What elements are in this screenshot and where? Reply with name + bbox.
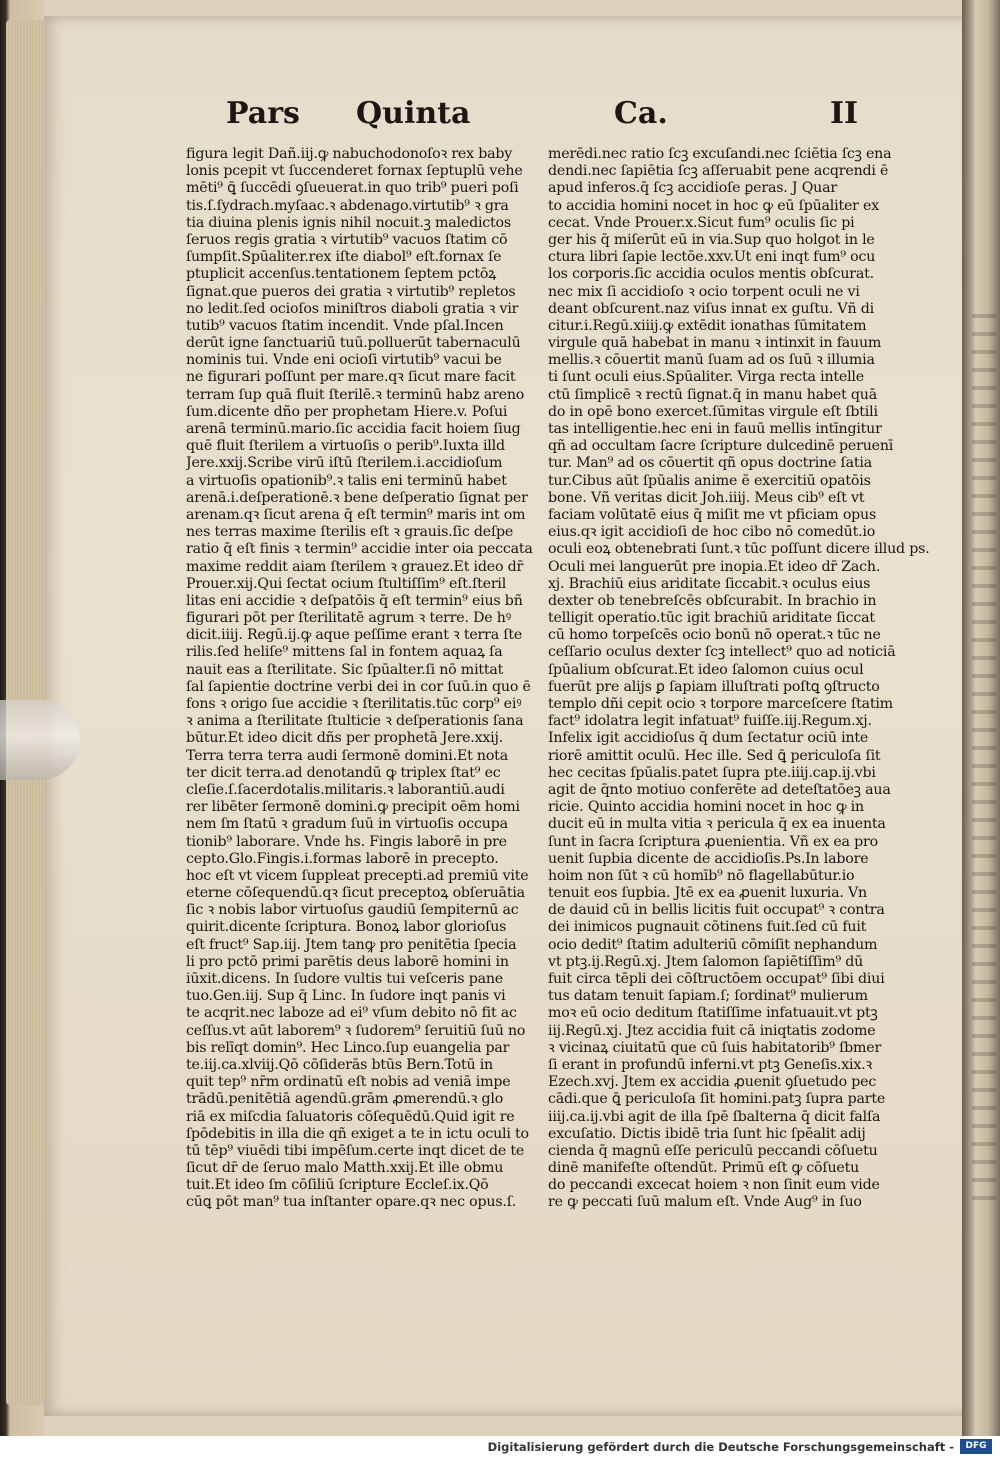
text-line: hoc eſt vt vicem ſuppleat precepti.ad premiū vite xyxy=(186,867,529,884)
text-line: dexter ob tenebreſcēs obſcurabit. In brachio in xyxy=(548,592,877,609)
text-line: vt ptꝫ.ij.Regū.xj. Jtem ſalomon ſapiētiſſim⁹ dū xyxy=(548,953,864,970)
text-line: telligit operatio.tūc igit̄ brachiū ariditate ſiccat̄ xyxy=(548,610,875,627)
text-line: rilis.ſed heliſe⁹ mittens ſal in fontem aquaꝝ ſa xyxy=(186,644,503,661)
text-column-right xyxy=(548,146,938,1212)
text-line: dei inimicos pugnauit cōtinens fuit.ſed cū fuit xyxy=(548,919,867,936)
text-line: qñ ad occultam ſacre ſcripture dulcedinē peruenī xyxy=(548,438,894,455)
text-line: tū tēp⁹ viuēdi tibi impēſum.certe inqt dicet de te xyxy=(186,1142,525,1159)
text-line: oculi eoꝝ obtenebrati ſunt.ꝛ tūc poſſunt dicere illud ps. xyxy=(548,541,930,558)
text-line: ratio q̄ eſt finis ꝛ termin⁹ accidie inter oia peccata xyxy=(186,541,533,558)
text-line: ſpōdebitis in illa die qñ exiget a te in ictu oculi to xyxy=(186,1125,529,1142)
text-line: a virtuoſis opationib⁹.ꝛ talis eni terminū habet xyxy=(186,472,507,489)
text-line: litas eni accidie ꝛ deſpatōis q̄ eſt termin⁹ eius bñ xyxy=(186,592,523,609)
text-line: ſumpſit.Spūaliter.rex iſte diabol⁹ eſt.fornax ſe xyxy=(186,249,502,266)
text-line: nauit eas a ſterilitate. Sic ſpūalter.ſi nō mittat xyxy=(186,661,504,678)
text-line: bis relīqt domin⁹. Hec Linco.ſup euangelia par xyxy=(186,1039,510,1056)
text-line: ſal ſapientie doctrine verbi dei in cor ſuū.in quo ē xyxy=(186,678,531,695)
text-line: quit tep⁹ nr̄m ordinatū eſt nobis ad veniā impe xyxy=(186,1074,511,1091)
dfg-logo: DFG xyxy=(960,1439,992,1454)
text-line: ſum.dicente dño per prophetam Hiere.v. Poſui xyxy=(186,403,508,420)
text-line: nominis tui. Vnde eni ocioſi virtutib⁹ vacui be xyxy=(186,352,502,369)
text-line: bone. Vñ veritas dicit Joh.iiij. Meus cib⁹ eſt vt xyxy=(548,489,865,506)
text-line: fact⁹ idolatra legit infatuat⁹ fuiſſe.iij.Regum.xj. xyxy=(548,713,872,730)
text-line: terram ſup quā fluit ſterilē.ꝛ terminū habz areno xyxy=(186,386,525,403)
header-folio-number: II xyxy=(830,96,859,131)
text-line: mēti⁹ ꝗ̄ ſuccēdi ꝯſueuerat.in quo trib⁹ pueri poſi xyxy=(186,180,519,197)
text-line: moꝛ eū ocio deditum ſtatiſſime infatuauit.vt ptꝫ xyxy=(548,1005,878,1022)
text-line: merēdi.nec ratio ſcꝫ excuſandi.nec ſciētia ſcꝫ ena xyxy=(548,146,892,162)
text-line: figurari pōt per ſterilitatē agrum ꝛ terre. De hꝰ xyxy=(186,610,511,627)
text-line: ſignat.que pueros dei gratia ꝛ virtutib⁹ repletos xyxy=(186,283,516,300)
text-line: to accidia homini nocet in hoc ꝙ eū ſpūaliter ex xyxy=(548,197,880,214)
text-line: ducit eū in multa vitia ꝛ pericula q̄ ex ea inuenta xyxy=(548,816,886,833)
text-line: cleſie.ſ.ſacerdotalis.militaris.ꝛ laborantiū.audi xyxy=(186,781,505,798)
text-line: Prouer.xij.Qui ſectat̄ ocium ſtultiſſim⁹ eſt.ſteril xyxy=(186,575,507,592)
text-line: ti ſunt oculi eius.Spūaliter. Virga recta intelle xyxy=(548,369,864,386)
text-line: ricie. Quinto accidia homini nocet in hoc ꝙ in xyxy=(548,799,864,816)
text-line: hec cecitas ſpūalis.patet ſupra pte.iiij.cap.ij.vbi xyxy=(548,764,876,781)
text-line: figura legit Dañ.iij.ꝙ nabuchodonoſoꝛ rex baby xyxy=(186,146,513,162)
text-line: uenit ſupbia dicente de accidioſis.Ps.In labore xyxy=(548,850,869,867)
text-line: ſi erant in profundū inferni.vt ptꝫ Geneſis.xix.ꝛ xyxy=(548,1056,873,1073)
text-line: dicit.iiij. Regū.ij.ꝙ aque peſſime erant ꝛ terra ſte xyxy=(186,627,523,644)
text-line: ne figurari poſſunt per mare.qꝛ ſicut mare facit xyxy=(186,369,516,386)
text-line: xj. Brachiū eius ariditate ſiccabit̄.ꝛ oculus eius xyxy=(548,575,871,592)
text-line: templo dñi cepit ocio ꝛ torpore marceſcere ſtatim xyxy=(548,696,893,712)
text-line: hoim non ſūt ꝛ cū homīb⁹ nō flagellabūtur.io xyxy=(548,867,855,884)
text-line: ꝛ anima a ſterilitate ſtulticie ꝛ deſperationis ſana xyxy=(186,713,524,730)
text-line: tis.ſ.ſydrach.myſaac.ꝛ abdenago.virtutib⁹ ꝛ gra xyxy=(186,197,509,214)
text-line: fons ꝛ origo ſue accidie ꝛ ſterilitatis.tūc corp⁹ eiꝰ xyxy=(186,696,522,712)
text-line: virgule quā habebat in manu ꝛ intinxit in fauum xyxy=(548,335,882,352)
text-line: faciam volūtatē eius q̄ miſit me vt pficiam opus xyxy=(548,506,877,523)
text-line: ceſſario oculus dexter ſcꝫ intellect⁹ quo ad noticiā xyxy=(548,644,896,661)
text-line: eſt fruct⁹ Sap.iij. Jtem tanꝙ pro penitētia ſpecia xyxy=(186,936,517,953)
text-line: tus datam tenuit ſapiam.ſ; ſordinat⁹ mulierum xyxy=(548,988,868,1005)
text-line: nec mix ſi accidioſo ꝛ ocio torpent oculi ne vi xyxy=(548,283,860,300)
text-line: fuerūt pre alijs ꝑ ſapiam illuſtrati poſtꝗ ꝯſtructo xyxy=(548,678,880,695)
text-line: quē fluit ſterilem a virtuoſis o perib⁹.Iuxta illd xyxy=(186,438,505,455)
text-line: ſunt in ſacra ſcriptura ꝓuenientia. Vñ ex ea pro xyxy=(548,833,878,850)
text-line: tutib⁹ vacuos ſtatim incendit. Vnde pſal.Incen xyxy=(186,317,504,334)
text-line: tas intelligentie.hec eni in fauū mellis intīngitur xyxy=(548,421,882,437)
text-line: ceſſus.vt aūt laborem⁹ ꝛ ſudorem⁹ ſeruitiū ſuū no xyxy=(186,1022,526,1039)
text-line: tenuit eos ſupbia. Jtē ex ea ꝓuenit luxuria. Vn xyxy=(548,885,867,902)
text-line: ctū ſimplicē ꝛ rectū ſignat.q̄ in manu habet quā xyxy=(548,386,877,403)
text-line: arenā.i.deſperationē.ꝛ bene deſperatio ſignat per xyxy=(186,489,528,506)
text-line: arenā terminū.mario.ſic accidia facit hoiem ſiug xyxy=(186,421,521,437)
text-line: agit̄ de q̄nto motiuo conferēte ad deteſtatōeꝫ aua xyxy=(548,781,891,798)
text-line: Jere.xxij.Scribe virū iſtū ſterilem.i.accidioſum xyxy=(186,455,503,472)
page-clip xyxy=(0,700,80,780)
text-line: riā ex miſcdia ſaluatoris cōſequēdū.Quid igit re xyxy=(186,1108,515,1125)
text-line: ctura libri ſapie lectōe.xxv.Ut eni inqt fum⁹ ocu xyxy=(548,249,876,266)
text-line: li pro pctō primi parētis deus laborē homini in xyxy=(186,953,509,970)
text-line: Terra terra terra audi ſermonē domini.Et nota xyxy=(186,747,508,764)
text-line: cādi.que ꝗ̄ periculoſa ſit homini.patꝫ ſupra parte xyxy=(548,1091,886,1108)
text-line: quirit.dicente ſcriptura. Bonoꝝ labor glorioſus xyxy=(186,919,507,936)
header-ca: Ca. xyxy=(614,96,668,131)
text-line: eterne cōſequendū.qꝛ ſicut preceptoꝝ obſeruātia xyxy=(186,885,525,902)
text-line: apud inferos.q̄ ſcꝫ accidioſe ꝑeras. J Quar xyxy=(548,180,837,197)
text-line: ſeruos regis gratia ꝛ virtutib⁹ vacuos ſtatim cō xyxy=(186,231,508,248)
text-line: iij.Regū.xj. Jtez accidia fuit cā iniqtatis zodome xyxy=(548,1022,876,1039)
text-line: fuit circa tēpli dei cōſtructōem occupat⁹ ſibi diui xyxy=(548,971,885,987)
text-line: citur.i.Regū.xiiij.ꝙ extēdit ionathas ſūmitatem xyxy=(548,317,867,334)
text-line: arenam.qꝛ ſicut arena q̄ eſt termin⁹ maris int om xyxy=(186,506,526,523)
text-line: ſicut dr̄ de ſeruo malo Matth.xxij.Et ille obmu xyxy=(186,1160,504,1177)
text-line: riorē amittit oculū. Hec ille. Sed ꝗ̄ periculoſa ſit xyxy=(548,747,881,764)
text-line: ſpūalium obſcurat̄.Et ideo ſalomon cuius ocul xyxy=(548,661,864,678)
text-line: ptuplicit̄ accenſus.tentationem ſeptem pctōꝝ xyxy=(186,266,497,283)
text-line: cū homo torpeſcēs ocio bonū nō operat̄.ꝛ tūc ne xyxy=(548,627,881,644)
text-line: ocio dedit⁹ ſtatim adulteriū cōmiſit nephandum xyxy=(548,936,878,953)
text-line: do in opē bono exercet̄.ſūmitas virgule eſt ſbtili xyxy=(548,403,878,420)
digitization-footer xyxy=(0,1436,1000,1458)
text-line: tur. Man⁹ ad os cōuertit qñ opus doctrine ſatia xyxy=(548,455,872,472)
text-line: tionib⁹ laborare. Vnde hs. Fingis laborē in pre xyxy=(186,833,507,850)
text-line: ter dicit terra.ad denotandū ꝙ triplex ſtat⁹ ec xyxy=(186,764,501,781)
text-line: los corporis.ſic accidia oculos mentis obſcurat. xyxy=(548,266,874,283)
text-line: lonis pcepit vt ſuccenderet fornax ſeptuplū vehe xyxy=(186,163,523,180)
text-line: Oculi mei languerūt pre inopia.Et ideo dr̄ Zach. xyxy=(548,558,881,575)
text-line: te acqrit.nec laboze ad ei⁹ vſum debito nō fit ac xyxy=(186,1005,517,1022)
text-line: de dauid cū in bellis licitis fuit occupat⁹ ꝛ contra xyxy=(548,902,885,919)
text-line: cecat. Vnde Prouer.x.Sicut fum⁹ oculis ſic pi xyxy=(548,214,855,231)
adjacent-page-text-strip xyxy=(972,300,996,1200)
text-line: dinē manifeſte oſtendūt. Primū eſt ꝙ cōſuetu xyxy=(548,1160,860,1177)
text-line: nes terras maxime ſterilis eſt ꝛ grauis.ſic deſpe xyxy=(186,524,514,541)
text-line: ꝛ vicinaꝝ ciuitatū que cū ſuis habitatorib⁹ ſbmer xyxy=(548,1039,882,1056)
text-line: no ledit.ſed ocioſos miniſtros diaboli gratia ꝛ vir xyxy=(186,300,519,317)
text-line: te.iij.ca.xlviij.Qō cōſiderās btūs Bern.Totū in xyxy=(186,1056,493,1073)
text-line: eius.qꝛ igit accidioſi de hoc cibo nō comedūt.io xyxy=(548,524,876,541)
text-line: Ezech.xvj. Jtem ex accidia ꝓuenit ꝯſuetudo pec xyxy=(548,1074,877,1091)
text-line: ſic ꝛ nobis labor virtuoſus gaudiū ſempiternū ac xyxy=(186,902,519,919)
text-line: tuit.Et ideo ſm cōſiliū ſcripture Eccleſ.ix.Qō xyxy=(186,1177,489,1194)
text-line: dendi.nec ſapiētia ſcꝫ aſſeruabit pene acqrendi ē xyxy=(548,163,889,180)
text-line: nem ſm ſtatū ꝛ gradum ſuū in virtuoſis occupa xyxy=(186,816,508,833)
text-line: Infelix igit accidioſus q̄ dum ſectatur ociū inte xyxy=(548,730,869,747)
header-quinta: Quinta xyxy=(356,96,471,131)
text-column-left xyxy=(186,146,576,1212)
text-line: būtur.Et ideo dicit dñs per prophetā Jere.xxij. xyxy=(186,730,504,747)
text-line: iiij.ca.ij.vbi agit de illa ſpē ſbalterna q̄ dicit falſa xyxy=(548,1108,881,1125)
header-pars: Pars xyxy=(226,96,300,131)
text-line: rer libēter ſermonē domini.ꝙ precipit oēm homi xyxy=(186,799,520,816)
text-line: trādū.penitētiā agendū.grām ꝓmerendū.ꝛ glo xyxy=(186,1091,504,1108)
text-line: tia diuina plenis ignis nihil nocuit.ꝫ maledictos xyxy=(186,214,511,231)
text-line: re ꝙ peccati ſuū malum eſt. Vnde Aug⁹ in ſuo xyxy=(548,1194,862,1211)
text-line: cienda q̄ magnū eſſe periculū peccandi cōſuetu xyxy=(548,1142,878,1159)
text-line: mellis.ꝛ cōuertit manū ſuam ad os ſuū ꝛ illumia xyxy=(548,352,875,369)
text-line: maxime reddit aiam ſterilem ꝛ grauez.Et ideo dr̄ xyxy=(186,558,524,575)
funding-credit: Digitalisierung gefördert durch die Deutsche Forschungsgemeinschaft - xyxy=(487,1440,954,1454)
text-line: ger his q̄ miſerūt eū in via.Sup quo holgot in le xyxy=(548,231,875,248)
text-line: deant obſcurent.naz viſus innat̄ ex guſtu. Vñ di xyxy=(548,300,874,317)
text-line: tuo.Gen.iij. Sup q̄ Linc. In ſudore inqt panis vi xyxy=(186,988,506,1005)
text-line: tur.Cibus aūt ſpūalis anime ē exercitiū opatōis xyxy=(548,472,871,489)
text-line: do peccandi excecat hoiem ꝛ non ſinit eum vide xyxy=(548,1177,880,1194)
text-line: excuſatio. Dictis ibidē tria ſunt hic ſpēalit̄ adij xyxy=(548,1125,866,1142)
text-line: derūt igne ſanctuariū tuū.polluerūt tabernaculū xyxy=(186,335,521,352)
text-line: cūꝗ pōt man⁹ tua inſtanter opare.qꝛ nec opus.ſ. xyxy=(186,1194,517,1211)
text-line: cepto.Glo.Fingis.i.formas laborē in precepto. xyxy=(186,850,499,867)
text-line: iūxit.dicens. In ſudore vultis tui veſceris pane xyxy=(186,971,503,987)
